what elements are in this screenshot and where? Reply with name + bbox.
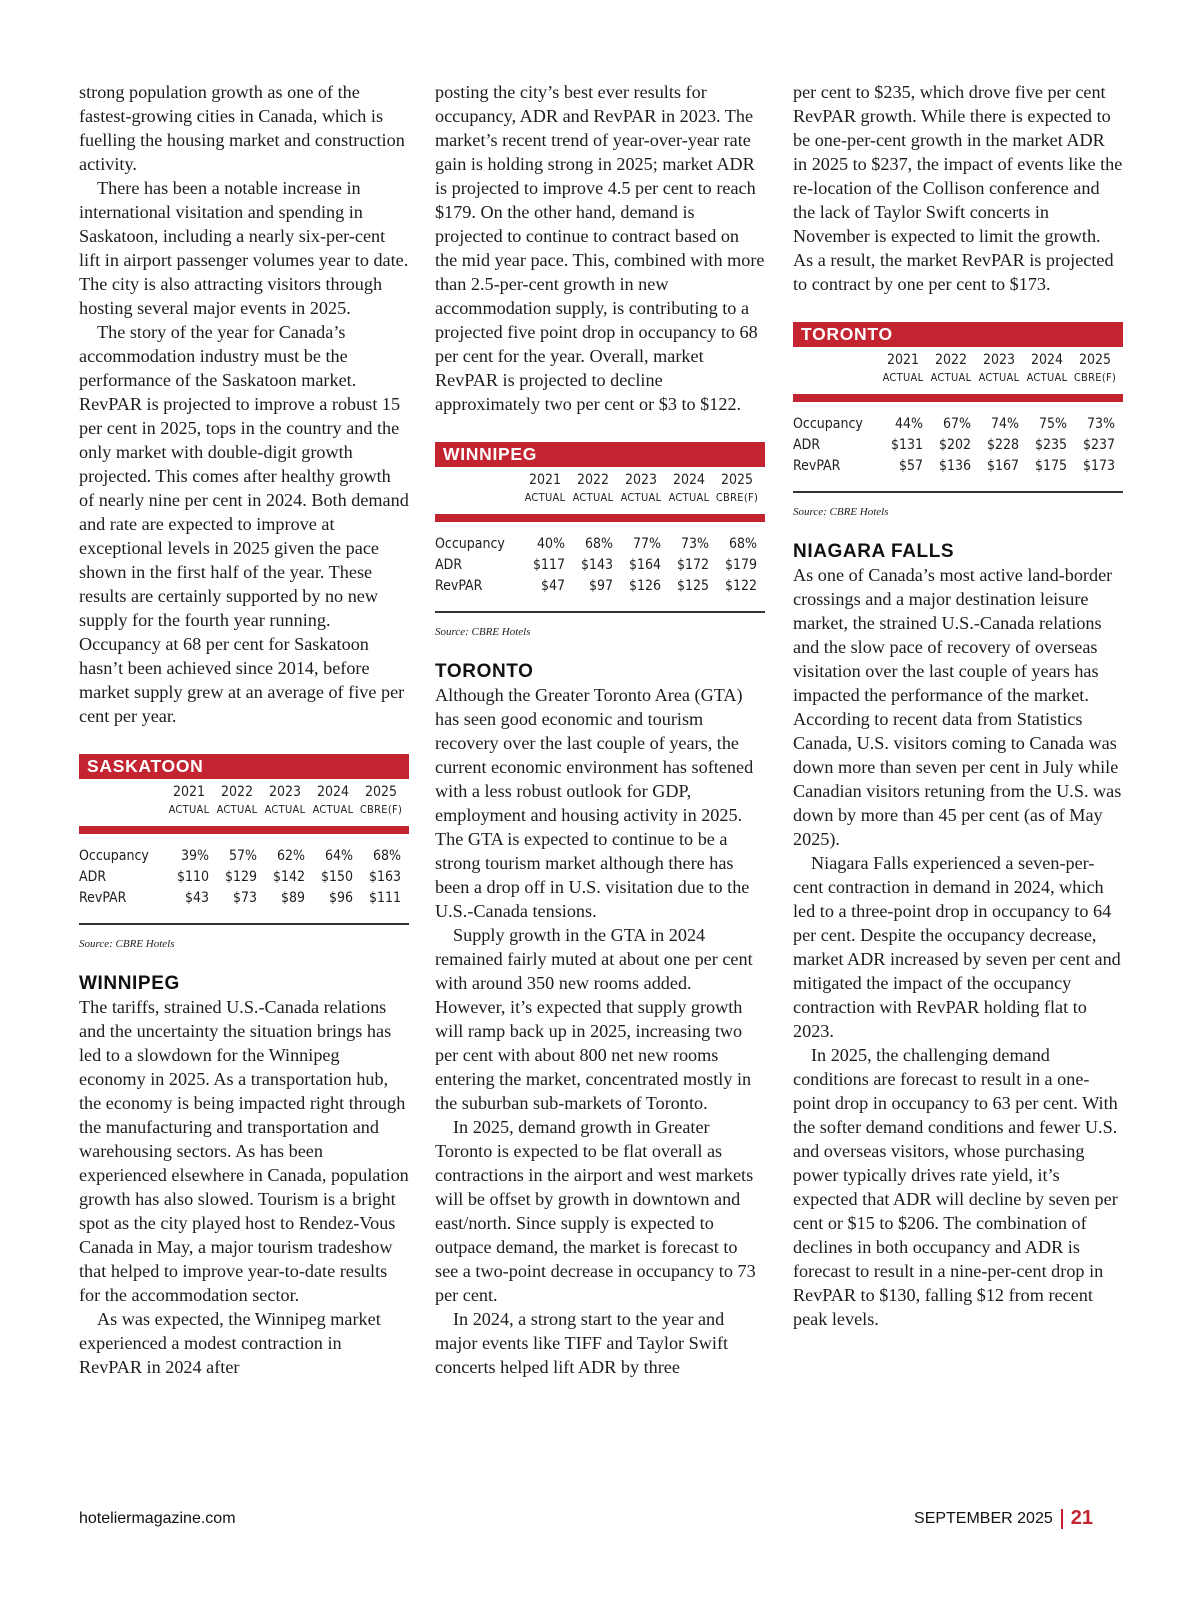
footer-site: hoteliermagazine.com (79, 1510, 236, 1527)
year-header: 2025 (1078, 352, 1112, 368)
toronto-table (793, 322, 1123, 519)
table-row (435, 576, 765, 597)
footer-issue (914, 1507, 1093, 1530)
table-cell: $57 (898, 458, 923, 474)
issue-date: SEPTEMBER 2025 (914, 1509, 1053, 1527)
table-cell: $172 (676, 557, 709, 573)
table-title: WINNIPEG (435, 442, 765, 467)
paragraph: In 2025, the challenging demand conditions are forecast to result in a one-point drop in occupancy to 63 per cent. With the softer demand conditions and fewer U.S. and overseas visitors, whose purchasing power typically drives rate yield, it’s expected that ADR will decline by seven per cent or $15 to $206. The combination of declines in both occupancy and ADR is forecast to result in a nine-per-cent drop in RevPAR to $130, falling $12 from recent peak levels. (793, 1044, 1118, 1329)
section-heading: WINNIPEG (79, 972, 180, 994)
column-3 (793, 80, 1123, 1331)
paragraph: Supply growth in the GTA in 2024 remained fairly muted at about one per cent with around 350 new rooms added. However, it’s expected that supply growth will ramp back up in 2025, increasing two per cent with about 800 net new rooms entering the market, concentrated mostly in the suburban sub-markets of Toronto. (435, 924, 753, 1113)
table-cell: 75% (1039, 416, 1067, 432)
year-header: 2023 (268, 784, 302, 800)
table-cell: 62% (277, 848, 305, 864)
type-header: ACTUAL (978, 371, 1020, 384)
table-cell: $122 (724, 578, 757, 594)
year-header: 2022 (220, 784, 254, 800)
table-cell: $97 (588, 578, 613, 594)
table-cell: $43 (184, 890, 209, 906)
row-label: RevPAR (79, 890, 127, 906)
year-header: 2023 (982, 352, 1016, 368)
divider (1061, 1509, 1063, 1529)
type-header: ACTUAL (882, 371, 924, 384)
row-label: Occupancy (793, 416, 863, 432)
table-cell: 57% (229, 848, 257, 864)
table-cell: $163 (368, 869, 401, 885)
paragraph: There has been a notable increase in international visitation and spending in Saskatoon, including a nearly six-per-cent lift in airport passenger volumes year to date. The city is also attracting visitors through hosting several major events in 2025. (79, 178, 409, 318)
table-cell: $175 (1034, 458, 1067, 474)
table-row (435, 534, 765, 555)
year-header: 2024 (1030, 352, 1064, 368)
table-source: Source: CBRE Hotels (435, 625, 531, 638)
table-cell: $173 (1082, 458, 1115, 474)
type-header: CBRE(F) (715, 491, 759, 504)
table-cell: $129 (224, 869, 257, 885)
divider (793, 394, 1123, 402)
divider (79, 826, 409, 834)
type-header: CBRE(F) (1073, 371, 1117, 384)
year-header: 2024 (672, 472, 706, 488)
table-cell: $110 (176, 869, 209, 885)
paragraph: per cent to $235, which drove five per cent RevPAR growth. While there is expected to be one-per-cent growth in the market ADR in 2025 to $237, the impact of events like the re-location of the Collison conference and the lack of Taylor Swift concerts in November is expected to limit the growth. As a result, the market RevPAR is projected to contract by one per cent to $173. (793, 82, 1123, 294)
table-cell: 40% (537, 536, 565, 552)
table-cell: $47 (540, 578, 565, 594)
row-label: Occupancy (435, 536, 505, 552)
type-header: ACTUAL (264, 803, 306, 816)
paragraph: Niagara Falls experienced a seven-per-cent contraction in demand in 2024, which led to a three-point drop in occupancy to 64 per cent. Despite the occupancy decrease, market ADR increased by seven per cent and mitigated the impact of the occupancy contraction with RevPAR holding flat to 2023. (793, 852, 1121, 1041)
table-cell: 73% (681, 536, 709, 552)
table-cell: $164 (628, 557, 661, 573)
page-number: 21 (1070, 1507, 1093, 1529)
table-row (79, 888, 409, 909)
year-header: 2025 (364, 784, 398, 800)
table-source: Source: CBRE Hotels (793, 505, 889, 518)
table-cell: 74% (991, 416, 1019, 432)
table-cell: $228 (986, 437, 1019, 453)
table-cell: $143 (580, 557, 613, 573)
type-header: CBRE(F) (359, 803, 403, 816)
table-source: Source: CBRE Hotels (79, 937, 175, 950)
table-cell: $202 (938, 437, 971, 453)
table-cell: $131 (890, 437, 923, 453)
table-cell: $125 (676, 578, 709, 594)
year-header: 2021 (172, 784, 206, 800)
table-title: SASKATOON (79, 754, 409, 779)
type-header: ACTUAL (930, 371, 972, 384)
table-cell: 39% (181, 848, 209, 864)
type-header: ACTUAL (620, 491, 662, 504)
type-header: ACTUAL (1026, 371, 1068, 384)
table-cell: 68% (729, 536, 757, 552)
table-cell: $237 (1082, 437, 1115, 453)
table-cell: 67% (943, 416, 971, 432)
section-heading: TORONTO (435, 660, 534, 682)
table-row (435, 555, 765, 576)
table-cell: $136 (938, 458, 971, 474)
table-row (79, 846, 409, 867)
column-1 (79, 80, 409, 1379)
paragraph: In 2024, a strong start to the year and major events like TIFF and Taylor Swift concerts helped lift ADR by three (435, 1308, 729, 1377)
divider (435, 514, 765, 522)
table-title: TORONTO (793, 322, 1123, 347)
table-cell: $73 (232, 890, 257, 906)
paragraph: strong population growth as one of the fastest-growing cities in Canada, which is fuelling the housing market and construction activity. (79, 82, 405, 174)
saskatoon-table (79, 754, 409, 951)
divider (79, 923, 409, 925)
type-header: ACTUAL (312, 803, 354, 816)
table-cell: 73% (1087, 416, 1115, 432)
year-header: 2023 (624, 472, 658, 488)
paragraph: posting the city’s best ever results for occupancy, ADR and RevPAR in 2023. The market’s recent trend of year-over-year rate gain is holding strong in 2025; market ADR is projected to improve 4.5 per cent to reach $179. On the other hand, demand is projected to continue to contract based on the mid year pace. This, combined with more than 2.5-per-cent growth in new accommodation supply, is contributing to a projected five point drop in occupancy to 68 per cent for the year. Overall, market RevPAR is projected to decline approximately two per cent or $3 to $122. (435, 82, 765, 414)
column-2 (435, 80, 765, 1379)
table-cell: 64% (325, 848, 353, 864)
year-header: 2022 (576, 472, 610, 488)
divider (793, 491, 1123, 493)
table-cell: $126 (628, 578, 661, 594)
section-heading: NIAGARA FALLS (793, 540, 955, 562)
paragraph: The tariffs, strained U.S.-Canada relations and the uncertainty the situation brings has led to a slowdown for the Winnipeg economy in 2025. As a transportation hub, the economy is being impacted right through the manufacturing and transportation and warehousing sectors. As has been experienced elsewhere in Canada, population growth has also slowed. Tourism is a bright spot as the city played host to Rendez-Vous Canada in May, a major tourism tradeshow that helped to improve year-to-date results for the accommodation sector. (79, 996, 409, 1305)
table-row (793, 435, 1123, 456)
table-cell: 68% (585, 536, 613, 552)
table-cell: $142 (272, 869, 305, 885)
paragraph: In 2025, demand growth in Greater Toronto is expected to be flat overall as contractions in the airport and west markets will be offset by growth in downtown and east/north. Since supply is expected to outpace demand, the market is forecast to see a two-point decrease in occupancy to 73 per cent. (435, 1116, 756, 1305)
table-cell: $117 (532, 557, 565, 573)
divider (435, 611, 765, 613)
row-label: ADR (435, 557, 463, 573)
table-cell: $235 (1034, 437, 1067, 453)
table-row (793, 414, 1123, 435)
type-header: ACTUAL (168, 803, 210, 816)
table-cell: $179 (724, 557, 757, 573)
type-header: ACTUAL (572, 491, 614, 504)
row-label: RevPAR (793, 458, 841, 474)
table-cell: $96 (328, 890, 353, 906)
type-header: ACTUAL (668, 491, 710, 504)
year-header: 2025 (720, 472, 754, 488)
row-label: Occupancy (79, 848, 149, 864)
table-row (79, 867, 409, 888)
table-cell: $111 (368, 890, 401, 906)
table-cell: $150 (320, 869, 353, 885)
paragraph: As one of Canada’s most active land-border crossings and a major destination leisure market, the strained U.S.-Canada relations and the slow pace of recovery of overseas visitation over the last couple of years has impacted the performance of the market. According to recent data from Statistics Canada, U.S. visitors coming to Canada was down more than seven per cent in July while Canadian visitors retuning from the U.S. was down by more than 45 per cent (as of May 2025). (793, 564, 1122, 849)
paragraph: The story of the year for Canada’s accommodation industry must be the performance of the Saskatoon market. RevPAR is projected to improve a robust 15 per cent in 2025, tops in the country and the only market with double-digit growth projected. This comes after healthy growth of nearly nine per cent in 2024. Both demand and rate are expected to improve at exceptional levels in 2025 given the pace shown in the first half of the year. These results are certainly supported by no new supply for the fourth year running. Occupancy at 68 per cent for Saskatoon hasn’t been achieved since 2014, before market supply grew at an average of five per cent per year. (79, 322, 409, 726)
paragraph: As was expected, the Winnipeg market experienced a modest contraction in RevPAR in 2024 after (79, 1308, 381, 1377)
table-row (793, 456, 1123, 477)
type-header: ACTUAL (216, 803, 258, 816)
year-header: 2024 (316, 784, 350, 800)
paragraph: Although the Greater Toronto Area (GTA) has seen good economic and tourism recovery over the last couple of years, the current economic environment has softened with a less robust outlook for GDP, employment and housing activity in 2025. The GTA is expected to continue to be a strong tourism market although there has been a drop off in U.S. visitation due to the U.S.-Canada tensions. (435, 684, 754, 921)
row-label: ADR (79, 869, 107, 885)
table-cell: $167 (986, 458, 1019, 474)
year-header: 2021 (528, 472, 562, 488)
winnipeg-table (435, 442, 765, 639)
type-header: ACTUAL (524, 491, 566, 504)
year-header: 2021 (886, 352, 920, 368)
row-label: RevPAR (435, 578, 483, 594)
table-cell: $89 (280, 890, 305, 906)
table-cell: 77% (633, 536, 661, 552)
row-label: ADR (793, 437, 821, 453)
table-cell: 44% (895, 416, 923, 432)
year-header: 2022 (934, 352, 968, 368)
table-cell: 68% (373, 848, 401, 864)
